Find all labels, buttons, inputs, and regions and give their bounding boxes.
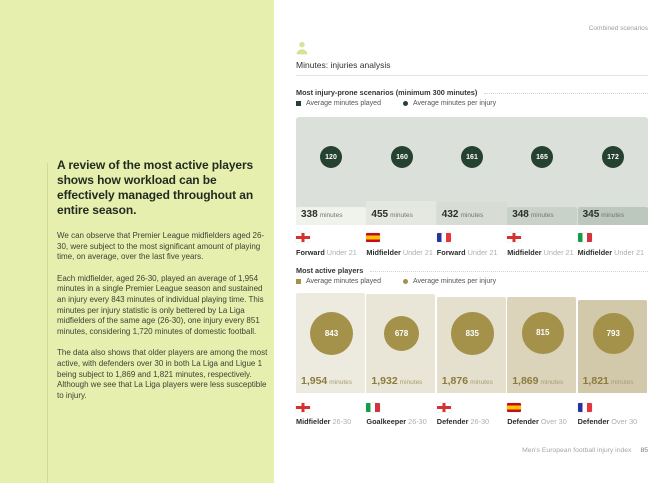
section2-title: Most active players	[296, 266, 364, 275]
section1-title-row	[296, 88, 648, 97]
leader-line	[484, 93, 648, 94]
minutes-played-bar	[296, 207, 366, 225]
france-flag-icon	[437, 233, 451, 243]
minutes-played-value: 338	[301, 209, 318, 220]
minutes-played-value: 1,876	[441, 375, 469, 387]
minutes-played-value: 1,869	[512, 375, 539, 387]
section2-title-row	[296, 266, 648, 275]
player-age-label: Under 21	[326, 248, 357, 257]
minutes-played-bar	[578, 207, 648, 225]
played-legend-label: Average minutes played	[306, 100, 381, 107]
minutes-played-value: 455	[371, 209, 389, 220]
player-age-label: 26-30	[408, 417, 427, 426]
left-text-panel	[0, 0, 274, 483]
minutes-unit: minutes	[540, 379, 564, 386]
section1-legend	[296, 100, 496, 107]
england-flag-icon	[296, 233, 310, 243]
player-role-label: Defender	[507, 417, 539, 426]
player-age-label: 26-30	[470, 417, 490, 426]
minutes-played-bar	[437, 202, 507, 225]
most-active-chart	[296, 293, 648, 393]
page-number: 85	[640, 447, 648, 454]
minutes-unit: minutes	[601, 212, 625, 219]
minutes-unit: minutes	[610, 379, 634, 386]
per-injury-legend-dot-icon	[403, 279, 408, 284]
minutes-played-value: 1,954	[301, 375, 328, 387]
player-role-label: Midfielder	[507, 248, 542, 257]
player-role-label: Midfielder	[366, 248, 401, 257]
divider	[296, 75, 648, 76]
played-legend-square-icon	[296, 279, 301, 284]
minutes-unit: minutes	[470, 379, 493, 386]
player-role-label: Defender	[436, 417, 469, 426]
panel-paragraph-1: We can observe that Premier League midfielders aged 26-30, were subject to the most significant amount of playing time, on average, over the last five years.	[57, 231, 265, 262]
minutes-per-injury-bubble: 815	[522, 312, 564, 354]
page-title: Minutes: injuries analysis	[296, 60, 391, 70]
per-injury-legend-dot-icon	[403, 101, 408, 106]
combined-scenarios-label: Combined scenarios	[588, 25, 648, 32]
minutes-unit: minutes	[319, 212, 343, 219]
player-role-label: Defender	[577, 417, 610, 426]
minutes-per-injury-bubble: 172	[602, 146, 624, 168]
spain-flag-icon	[366, 233, 380, 243]
player-role-label: Forward	[436, 248, 466, 257]
italy-flag-icon	[578, 233, 592, 243]
injury-prone-chart	[296, 117, 648, 225]
player-age-label: Under 21	[543, 248, 574, 257]
minutes-unit: minutes	[329, 379, 353, 386]
right-analysis-panel	[274, 0, 660, 483]
minutes-played-value: 1,932	[371, 375, 398, 387]
panel-paragraph-2: Each midfielder, aged 26-30, played an average of 1,954 minutes in a single Premier League season and sustained an injury every 843 minutes of individual playing time. This minutes per injury statistic is only bettered by La Liga midfielders of the same age (26-30), one injury every 851 minutes, considering 1,720 minutes of domestic football.	[57, 273, 264, 336]
minutes-unit: minutes	[530, 212, 554, 219]
minutes-unit: minutes	[460, 212, 484, 219]
player-role-label: Forward	[296, 248, 325, 257]
minutes-per-injury-bubble: 835	[451, 312, 494, 355]
minutes-per-injury-bubble: 160	[391, 146, 413, 168]
played-legend-label: Average minutes played	[306, 278, 381, 285]
left-content	[57, 158, 269, 412]
panel-heading: A review of the most active players shows how workload can be effectively managed throughout an entire season.	[57, 158, 254, 217]
player-age-label: Under 21	[402, 248, 433, 257]
minutes-unit: minutes	[399, 379, 423, 386]
leader-line	[370, 271, 648, 272]
england-flag-icon	[507, 233, 521, 243]
minutes-played-bar	[366, 201, 436, 225]
per-injury-legend-label: Average minutes per injury	[412, 278, 497, 285]
played-legend-square-icon	[296, 101, 301, 106]
minutes-unit: minutes	[390, 212, 413, 219]
player-role-label: Midfielder	[577, 248, 613, 257]
page-footer	[522, 447, 648, 454]
player-age-label: Over 30	[540, 417, 567, 426]
minutes-played-value: 345	[582, 209, 600, 220]
panel-paragraph-3: The data also shows that older players are among the most active, with defenders over 30 in both La Liga and Ligue 1 being subject to 1,869 and 1,821 minutes, respectively. Although we see that La Liga players were less susceptible to injury.	[57, 348, 268, 400]
player-age-label: Under 21	[614, 248, 645, 257]
minutes-per-injury-bubble: 161	[461, 146, 483, 168]
minutes-played-value: 1,821	[582, 375, 609, 387]
person-icon	[296, 41, 308, 60]
player-age-label: 26-30	[332, 417, 352, 426]
minutes-per-injury-bubble: 120	[320, 146, 342, 168]
minutes-per-injury-bubble: 843	[310, 312, 353, 355]
section1-title: Most injury-prone scenarios (minimum 300 minutes)	[296, 88, 478, 97]
player-role-label: Goalkeeper	[366, 417, 407, 426]
section2-legend	[296, 278, 496, 285]
accent-line	[47, 163, 48, 483]
footer-title: Men's European football injury index	[522, 447, 632, 454]
player-age-label: Under 21	[467, 248, 498, 257]
minutes-per-injury-bubble: 678	[384, 316, 419, 351]
minutes-played-value: 432	[441, 209, 459, 220]
player-role-label: Midfielder	[296, 417, 331, 426]
minutes-played-value: 348	[512, 209, 529, 220]
minutes-played-bar	[507, 207, 577, 226]
player-age-label: Over 30	[611, 417, 638, 426]
minutes-per-injury-bubble: 793	[593, 313, 634, 354]
per-injury-legend-label: Average minutes per injury	[412, 100, 497, 107]
minutes-per-injury-bubble: 165	[531, 146, 553, 168]
